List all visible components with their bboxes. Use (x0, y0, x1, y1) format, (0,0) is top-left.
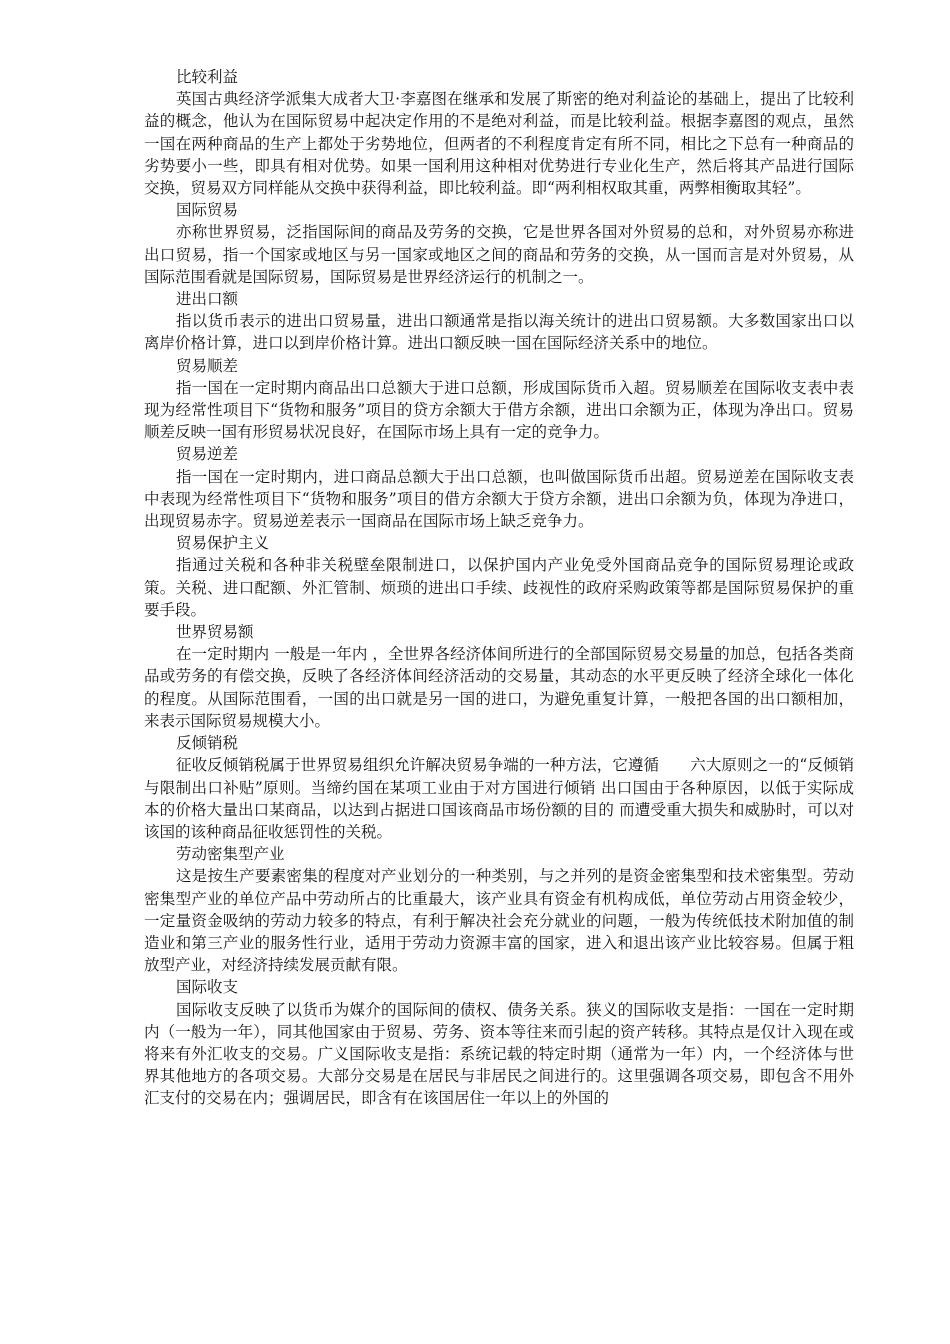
entry-term: 进出口额 (176, 290, 239, 309)
glossary-entry (144, 976, 854, 1109)
glossary-entry (144, 443, 854, 532)
entry-term: 国际贸易 (176, 201, 239, 220)
glossary-entry (144, 621, 854, 732)
entry-definition: 英国古典经济学派集大成者大卫·李嘉图在继承和发展了斯密的绝对利益论的基础上，提出了比较利益的概念，他认为在国际贸易中起决定作用的不是绝对利益，而是比较利益。根据李嘉图的观点，虽然一国在两种商品的生产上都处于劣势地位，但两者的不利程度肯定有所不同，相比之下总有一种商品的劣势要小一些，即具有相对优势。如果一国利用这种相对优势进行专业化生产，然后将其产品进行国际交换，贸易双方同样能从交换中获得利益，即比较利益。即“两利相权取其重，两弊相衡取其轻”。 (144, 90, 854, 198)
glossary-entry (144, 732, 854, 843)
entry-term: 贸易逆差 (176, 445, 239, 464)
entry-definition: 国际收支反映了以货币为媒介的国际间的债权、债务关系。狭义的国际收支是指：一国在一定时期内（一般为一年），同其他国家由于贸易、劳务、资本等往来而引起的资产转移。其特点是仅计入现在或将来有外汇收支的交易。广义国际收支是指：系统记载的特定时期（通常为一年）内，一个经济体与世界其他地方的各项交易。大部分交易是在居民与非居民之间进行的。这里强调各项交易，即包含不用外汇支付的交易在内；强调居民，即含有在该国居住一年以上的外国的 (144, 1000, 854, 1108)
glossary-entry (144, 199, 854, 288)
glossary-entry (144, 843, 854, 976)
entry-term: 劳动密集型产业 (176, 845, 285, 864)
entry-term: 反倾销税 (176, 734, 239, 753)
entry-definition: 在一定时期内 一般是一年内 ，全世界各经济体间所进行的全部国际贸易交易量的加总，包括各类商品或劳务的有偿交换，反映了各经济体间经济活动的交易量，其动态的水平更反映了经济全球化一体化的程度。从国际范围看，一国的出口就是另一国的进口，为避免重复计算，一般把各国的出口额相加，来表示国际贸易规模大小。 (144, 645, 854, 730)
document-body (144, 66, 854, 1110)
entry-term: 贸易保护主义 (176, 534, 270, 553)
entry-definition: 这是按生产要素密集的程度对产业划分的一种类别，与之并列的是资金密集型和技术密集型。劳动密集型产业的单位产品中劳动所占的比重最大，该产业具有资金有机构成低，单位劳动占用资金较少，一定量资金吸纳的劳动力较多的特点，有利于解决社会充分就业的问题，一般为传统低技术附加值的制造业和第三产业的服务性行业，适用于劳动力资源丰富的国家，进入和退出该产业比较容易。但属于粗放型产业，对经济持续发展贡献有限。 (144, 867, 854, 975)
entry-definition: 指一国在一定时期内商品出口总额大于进口总额，形成国际货币入超。贸易顺差在国际收支表中表现为经常性项目下“货物和服务”项目的贷方余额大于借方余额，进出口余额为正，体现为净出口。贸易顺差反映一国有形贸易状况良好，在国际市场上具有一定的竞争力。 (144, 378, 854, 442)
glossary-entry (144, 288, 854, 355)
entry-definition: 指一国在一定时期内，进口商品总额大于出口总额，也叫做国际货币出超。贸易逆差在国际收支表中表现为经常性项目下“货物和服务”项目的借方余额大于贷方余额，进出口余额为负，体现为净进口，出现贸易赤字。贸易逆差表示一国商品在国际市场上缺乏竞争力。 (144, 467, 854, 531)
entry-definition: 指通过关税和各种非关税壁垒限制进口，以保护国内产业免受外国商品竞争的国际贸易理论或政策。关税、进口配额、外汇管制、烦琐的进出口手续、歧视性的政府采购政策等都是国际贸易保护的重要手段。 (144, 556, 854, 619)
glossary-entry (144, 355, 854, 444)
entry-definition: 征收反倾销税属于世界贸易组织允许解决贸易争端的一种方法，它遵循 六大原则之一的“反倾销与限制出口补贴”原则。当缔约国在某项工业由于对方国进行倾销 出口国由于各种原因，以低于实际成本的价格大量出口某商品，以达到占据进口国该商品市场份额的目的 而遭受重大损失和威胁时，可以对该国的该种商品征收惩罚性的关税。 (144, 756, 854, 841)
entry-term: 比较利益 (176, 68, 239, 86)
entry-term: 贸易顺差 (176, 356, 239, 375)
entry-definition: 亦称世界贸易，泛指国际间的商品及劳务的交换，它是世界各国对外贸易的总和，对外贸易亦称进出口贸易，指一个国家或地区与另一国家或地区之间的商品和劳务的交换，从一国而言是对外贸易，从国际范围看就是国际贸易，国际贸易是世界经济运行的机制之一。 (144, 223, 854, 286)
entry-term: 世界贸易额 (176, 623, 254, 642)
glossary-entry (144, 66, 854, 199)
entry-definition: 指以货币表示的进出口贸易量，进出口额通常是指以海关统计的进出口贸易额。大多数国家出口以离岸价格计算，进口以到岸价格计算。进出口额反映一国在国际经济关系中的地位。 (144, 312, 854, 353)
entry-term: 国际收支 (176, 978, 239, 997)
glossary-entry (144, 532, 854, 621)
